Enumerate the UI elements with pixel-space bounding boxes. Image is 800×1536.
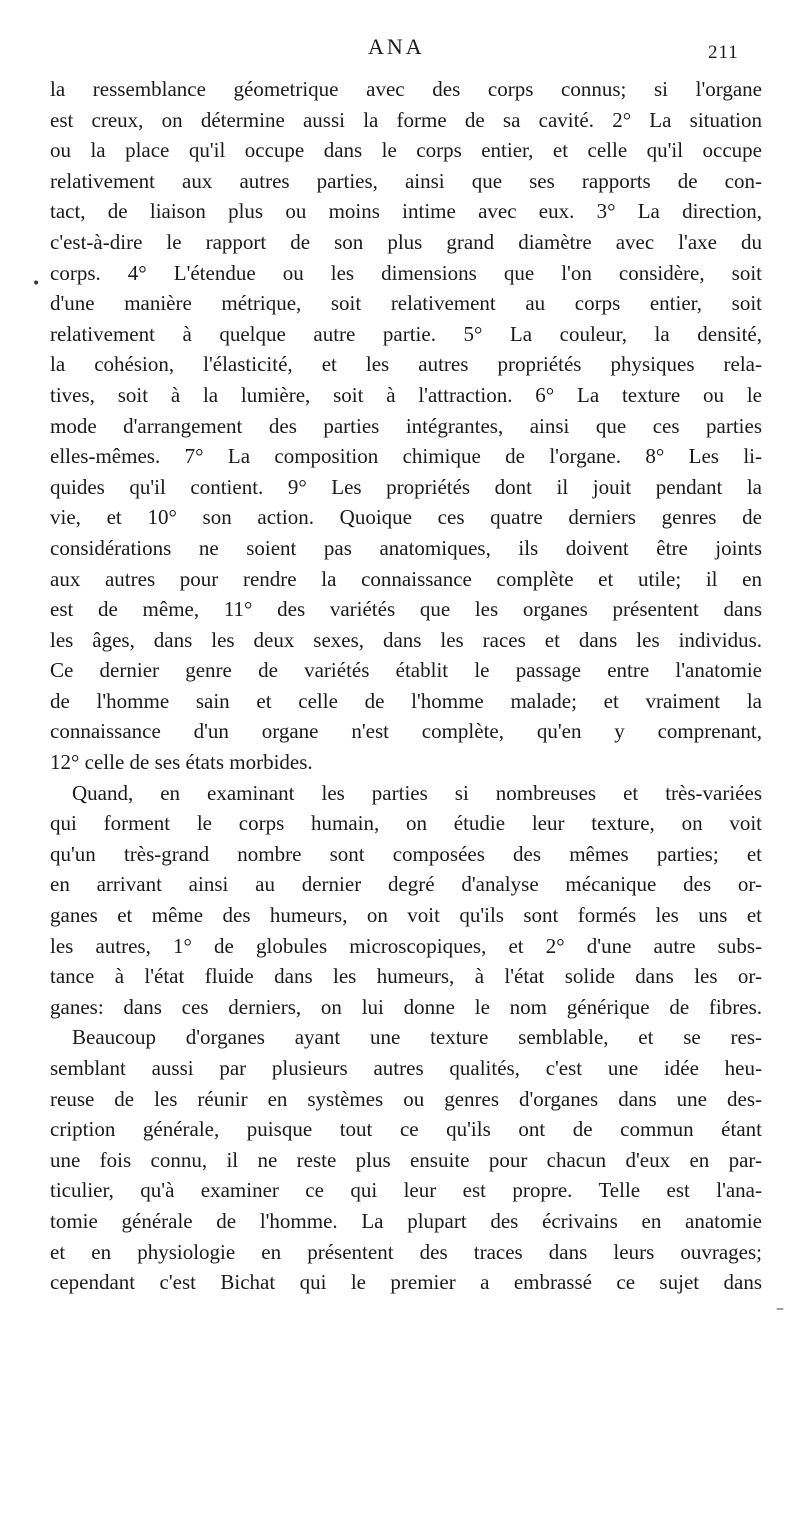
text-line: ganes: dans ces derniers, on lui donne le nom générique de fibres. — [50, 994, 762, 1019]
text-line: d'une manière métrique, soit relativement au corps entier, soit — [50, 291, 762, 316]
text-line: vie, et 10° son action. Quoique ces quatre derniers genres de — [50, 505, 762, 530]
text-line: une fois connu, il ne reste plus ensuite pour chacun d'eux en par- — [50, 1147, 762, 1172]
text-line: semblant aussi par plusieurs autres qualités, c'est une idée heu- — [50, 1056, 762, 1080]
text-line: corps. 4° L'étendue ou les dimensions que l'on considère, soit — [50, 260, 762, 285]
text-line: considérations ne soient pas anatomiques, ils doivent être joints — [50, 535, 762, 560]
text-line: la ressemblance géometrique avec des corps connus; si l'organe — [50, 77, 762, 101]
text-line: est de même, 11° des variétés que les organes présentent dans — [50, 597, 762, 622]
text-line: relativement à quelque autre partie. 5° La couleur, la densité, — [50, 321, 762, 346]
text-line: elles-mêmes. 7° La composition chimique de l'organe. 8° Les li- — [50, 444, 762, 469]
text-line: cependant c'est Bichat qui le premier a embrassé ce sujet dans — [50, 1270, 762, 1295]
text-line: Ce dernier genre de variétés établit le passage entre l'anatomie — [50, 658, 762, 683]
text-line: cription générale, puisque tout ce qu'ils ont de commun étant — [50, 1117, 762, 1142]
paragraph-2 — [50, 778, 762, 1023]
text-line: et en physiologie en présentent des traces dans leurs ouvrages; — [50, 1239, 762, 1264]
paragraph-3 — [50, 1022, 762, 1297]
running-head-title: ANA — [368, 34, 425, 59]
text-line: de l'homme sain et celle de l'homme malade; et vraiment la — [50, 688, 762, 713]
text-line: qui forment le corps humain, on étudie leur texture, on voit — [50, 811, 762, 836]
text-line: tomie générale de l'homme. La plupart des écrivains en anatomie — [50, 1208, 762, 1233]
paragraph-1 — [50, 74, 762, 778]
text-line: ou la place qu'il occupe dans le corps entier, et celle qu'il occupe — [50, 138, 762, 163]
text-line: ticulier, qu'à examiner ce qui leur est propre. Telle est l'ana- — [50, 1178, 762, 1203]
text-line: tact, de liaison plus ou moins intime avec eux. 3° La direction, — [50, 199, 762, 224]
page-number: 211 — [708, 42, 739, 63]
text-line: aux autres pour rendre la connaissance complète et utile; il en — [50, 566, 762, 591]
running-head — [0, 34, 800, 64]
text-line: Quand, en examinant les parties si nombreuses et très-variées — [72, 780, 762, 805]
text-line: mode d'arrangement des parties intégrantes, ainsi que ces parties — [50, 413, 762, 438]
text-line: la cohésion, l'élasticité, et les autres propriétés physiques rela- — [50, 352, 762, 377]
body-text — [50, 74, 762, 1298]
text-line: 12° celle de ses états morbides. — [50, 750, 313, 775]
margin-dash-icon: – — [776, 1298, 784, 1317]
text-line: quides qu'il contient. 9° Les propriétés dont il jouit pendant la — [50, 474, 762, 499]
text-line: qu'un très-grand nombre sont composées des mêmes parties; et — [50, 841, 762, 866]
margin-mark-icon: • — [32, 276, 41, 292]
text-line: les âges, dans les deux sexes, dans les races et dans les individus. — [50, 627, 762, 652]
text-line: connaissance d'un organe n'est complète, qu'en y comprenant, — [50, 719, 762, 744]
text-line: est creux, on détermine aussi la forme de sa cavité. 2° La situation — [50, 107, 762, 132]
text-line: les autres, 1° de globules microscopiques, et 2° d'une autre subs- — [50, 933, 762, 958]
text-line: tives, soit à la lumière, soit à l'attraction. 6° La texture ou le — [50, 382, 762, 407]
text-line: Beaucoup d'organes ayant une texture semblable, et se res- — [72, 1025, 762, 1050]
text-line: en arrivant ainsi au dernier degré d'analyse mécanique des or- — [50, 872, 762, 897]
text-line: tance à l'état fluide dans les humeurs, à l'état solide dans les or- — [50, 964, 762, 989]
text-line: relativement aux autres parties, ainsi que ses rapports de con- — [50, 168, 762, 193]
text-line: reuse de les réunir en systèmes ou genres d'organes dans une des- — [50, 1086, 762, 1111]
text-line: ganes et même des humeurs, on voit qu'ils sont formés les uns et — [50, 903, 762, 928]
text-line: c'est-à-dire le rapport de son plus grand diamètre avec l'axe du — [50, 229, 762, 254]
